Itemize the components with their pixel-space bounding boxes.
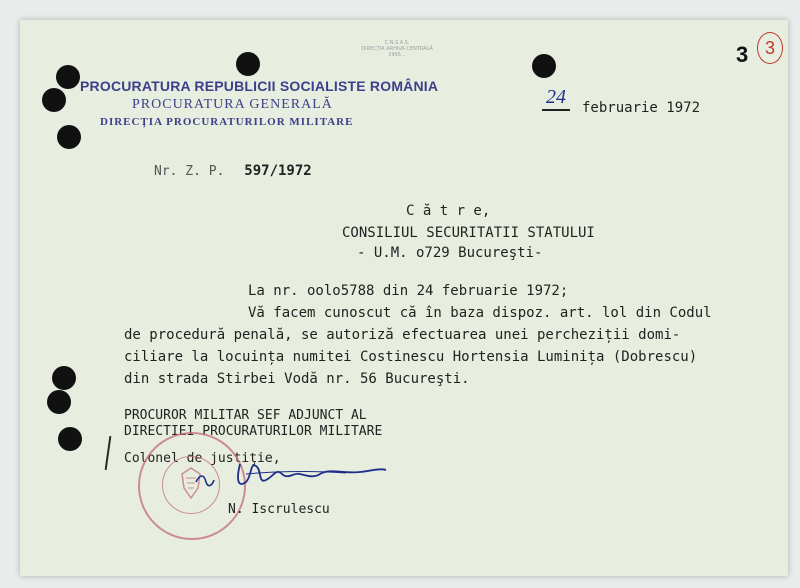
- letterhead-line-2: PROCURATURA GENERALĂ: [132, 97, 333, 112]
- archive-stamp-line: DIRECȚIA ARHIVA CENTRALĂ: [361, 46, 433, 52]
- body-line: de procedură penală, se autoriză efectuarea unei percheziții domi-: [124, 327, 681, 343]
- letterhead: [80, 78, 438, 128]
- punch-hole: [236, 52, 260, 76]
- punch-hole: [58, 427, 82, 451]
- signer-name: N. Iscrulescu: [228, 502, 330, 517]
- recipient-to: C ă t r e,: [406, 203, 491, 219]
- punch-hole: [42, 88, 66, 112]
- archive-stamp: [332, 40, 462, 58]
- punch-hole: [47, 390, 71, 414]
- reference-number: [154, 163, 312, 179]
- body-line: La nr. oolo5788 din 24 februarie 1972;: [248, 283, 569, 299]
- signer-title-1: PROCUROR MILITAR SEF ADJUNCT AL: [124, 408, 367, 423]
- date-month-year: februarie 1972: [582, 100, 701, 116]
- punch-hole: [532, 54, 556, 78]
- archive-stamp-line: C.N.S.A.S.: [384, 40, 410, 46]
- punch-hole: [52, 366, 76, 390]
- date-day-handwritten: 24: [542, 86, 570, 111]
- letterhead-line-1: PROCURATURA REPUBLICII SOCIALISTE ROMÂNIA: [80, 78, 439, 94]
- body-line: Vă facem cunoscut că în baza dispoz. art. lol din Codul: [248, 305, 712, 321]
- document-page: [20, 20, 788, 576]
- recipient-org: CONSILIUL SECURITATII STATULUI: [342, 225, 595, 241]
- punch-hole: [57, 125, 81, 149]
- punch-hole: [56, 65, 80, 89]
- recipient-unit: - U.M. o729 Bucureşti-: [357, 245, 543, 261]
- reference-value: 597/1972: [244, 163, 312, 179]
- body-line: ciliare la locuința numitei Costinescu Hortensia Luminița (Dobrescu): [124, 349, 698, 365]
- margin-mark: [105, 436, 112, 470]
- reference-label: Nr. Z. P.: [154, 164, 225, 179]
- archive-stamp-line: 1965...: [388, 52, 406, 58]
- signer-rank: Colonel de justiţie,: [124, 451, 281, 466]
- signer-title-2: DIRECTIEI PROCURATURILOR MILITARE: [124, 424, 383, 439]
- page-number-circled: 3: [757, 32, 783, 64]
- handwritten-signature: [180, 452, 420, 502]
- page-number: 3: [736, 42, 749, 67]
- body-line: din strada Stirbei Vodă nr. 56 Bucureşti.: [124, 371, 470, 387]
- letterhead-line-3: DIRECȚIA PROCURATURILOR MILITARE: [100, 116, 354, 128]
